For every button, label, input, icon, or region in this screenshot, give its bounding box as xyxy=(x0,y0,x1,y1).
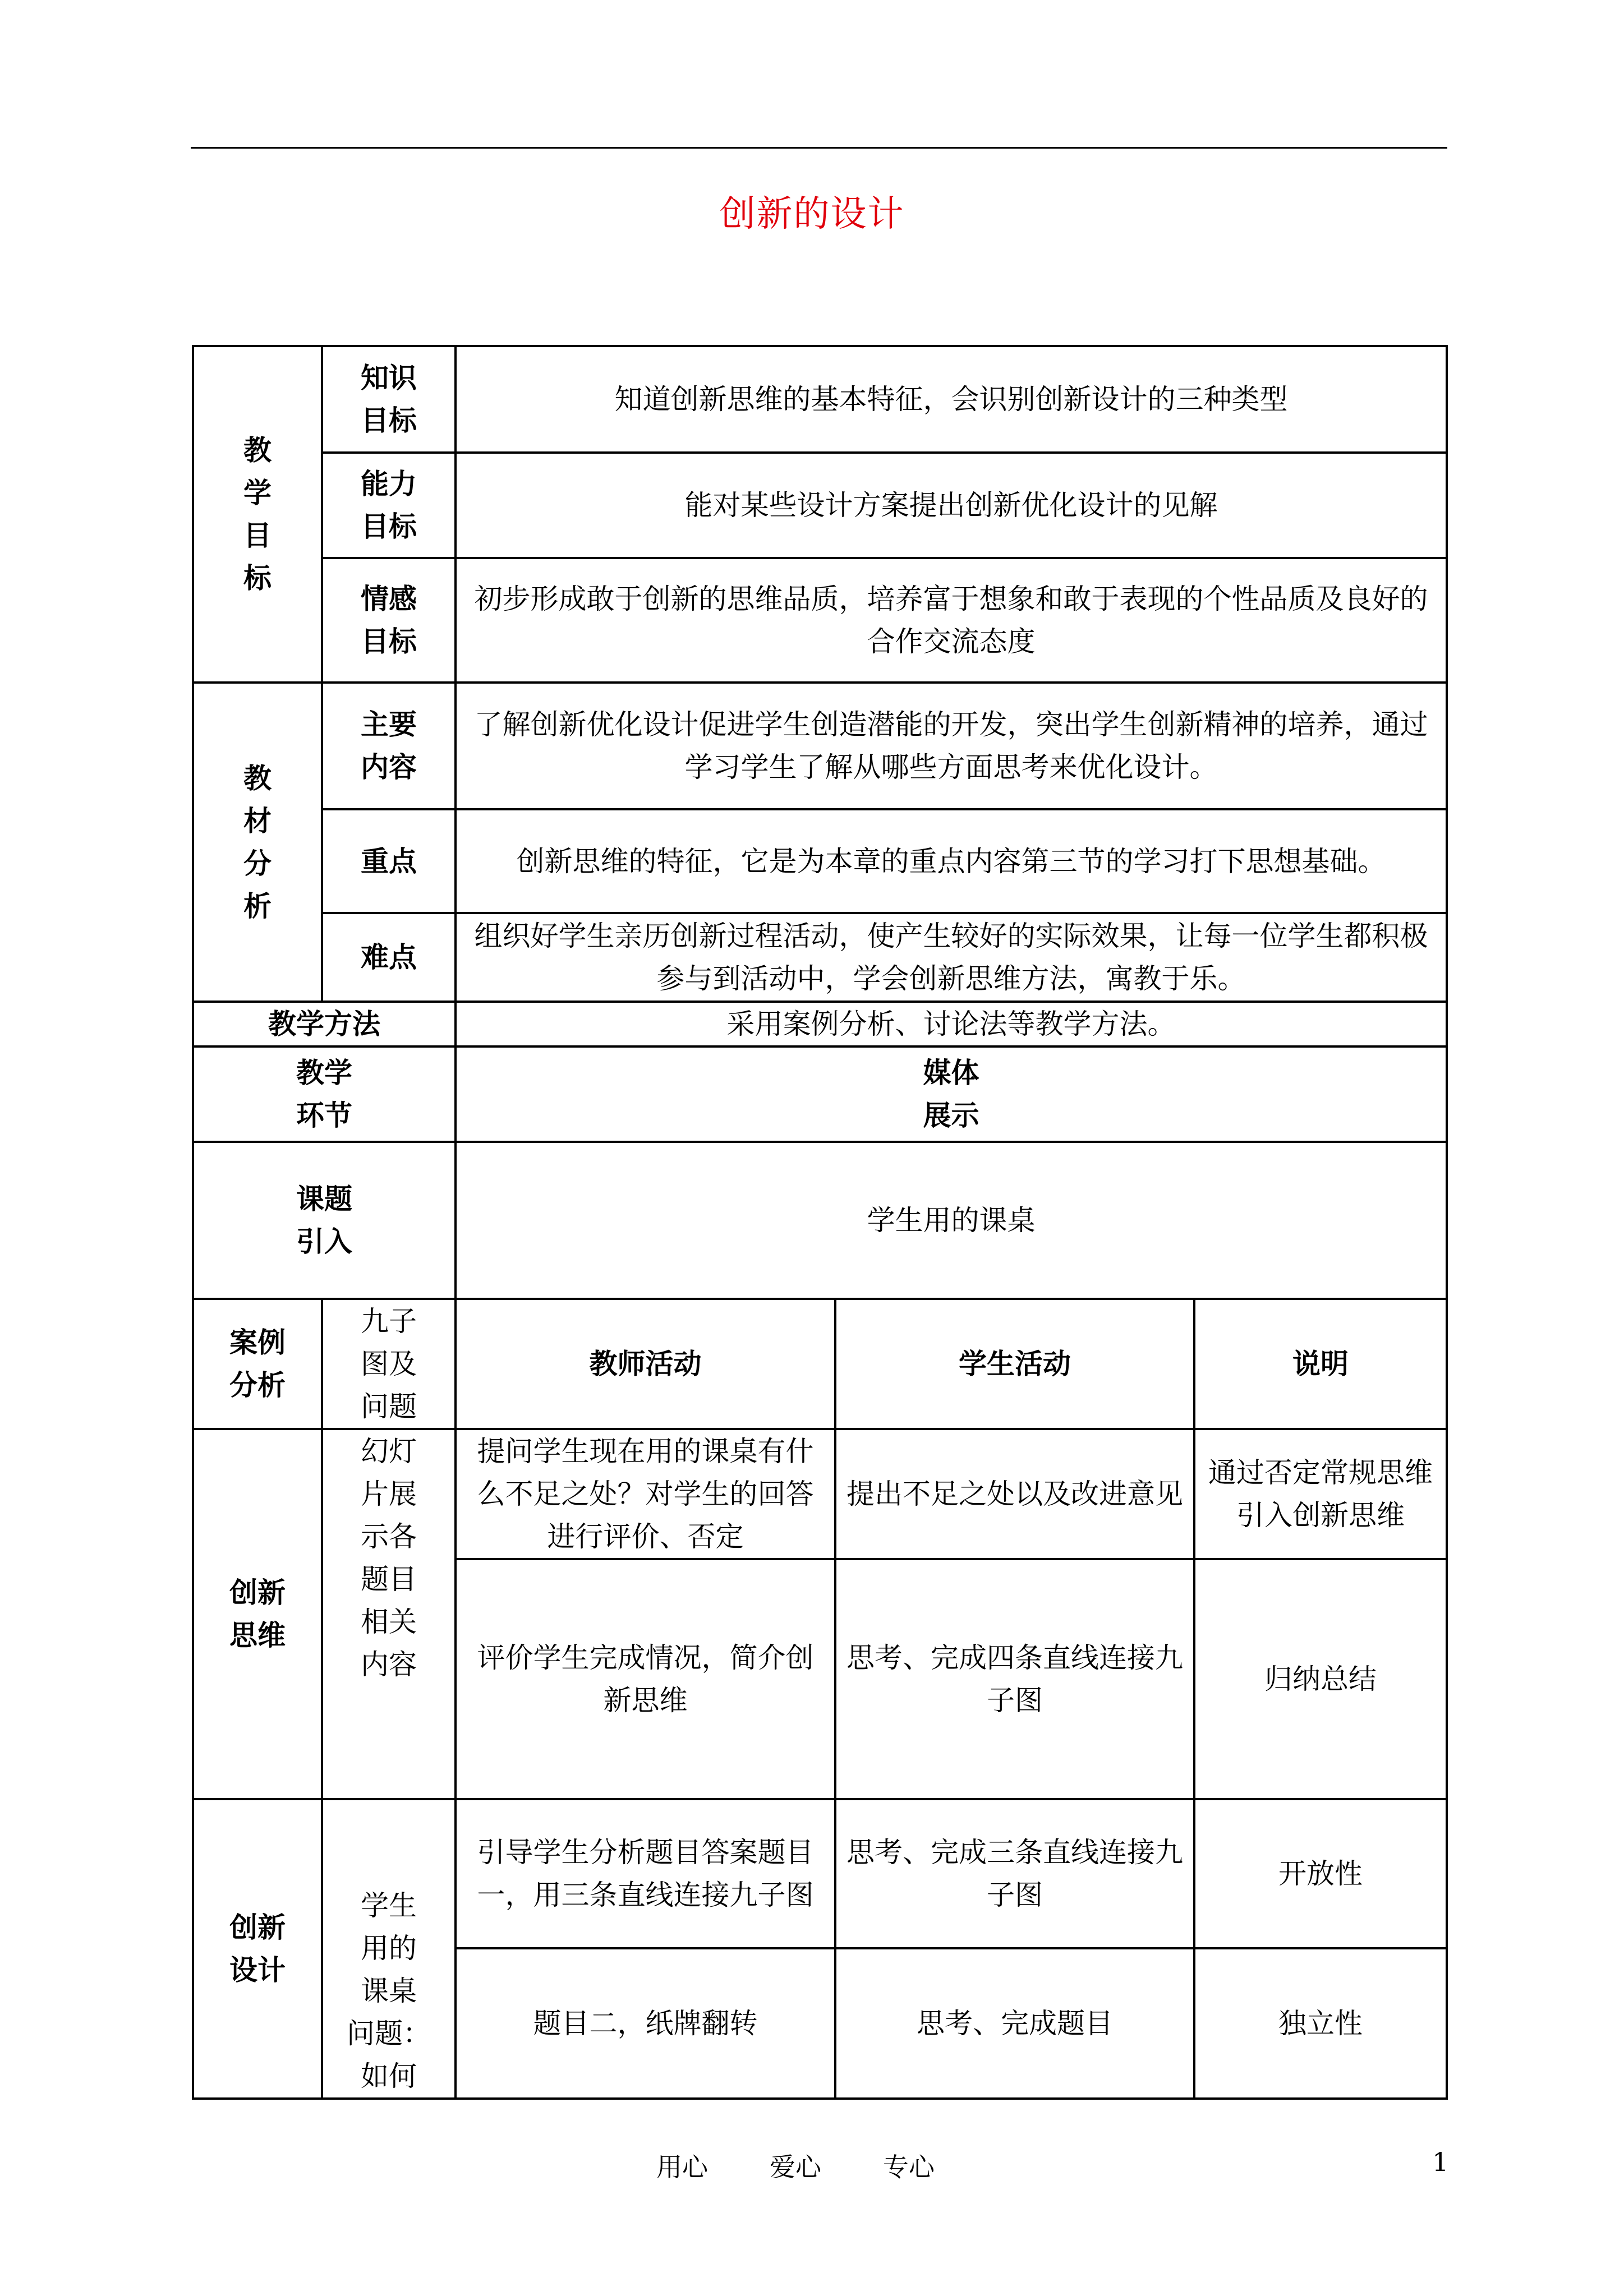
thinking-label: 创新 思维 xyxy=(193,1429,322,1799)
emotion-goal-text: 初步形成敢于创新的思维品质，培养富于想象和敢于表现的个性品质及良好的合作交流态度 xyxy=(456,558,1447,683)
table-row-cell: 思考、完成三条直线连接九子图 xyxy=(835,1799,1194,1948)
key-point-label: 重点 xyxy=(322,809,456,913)
material-header: 教 材 分 析 xyxy=(193,683,322,1002)
main-content-label: 主要 内容 xyxy=(322,683,456,809)
ability-goal-text: 能对某些设计方案提出创新优化设计的见解 xyxy=(456,453,1447,558)
student-activity-header: 学生活动 xyxy=(835,1299,1194,1429)
footer-motto: 用心 爱心 专心 xyxy=(656,2152,935,2182)
design-sub-label: 学生 用的 课桌 问题： 如何 xyxy=(322,1799,456,2099)
main-content-text: 了解创新优化设计促进学生创造潜能的开发，突出学生创新精神的培养，通过学习学生了解从哪些方面思考来优化设计。 xyxy=(456,683,1447,809)
thinking-sub-label: 幻灯 片展 示各 题目 相关 内容 xyxy=(322,1429,456,1799)
table-row-cell: 独立性 xyxy=(1194,1948,1447,2099)
media-label: 媒体 展示 xyxy=(456,1046,1447,1142)
table-row-cell: 题目二，纸牌翻转 xyxy=(456,1948,835,2099)
lesson-plan-table xyxy=(192,345,1448,2100)
stage-label: 教学 环节 xyxy=(193,1046,456,1142)
method-label: 教学方法 xyxy=(193,1002,456,1046)
knowledge-goal-label: 知识 目标 xyxy=(322,346,456,453)
table-row-cell: 思考、完成四条直线连接九子图 xyxy=(835,1559,1194,1799)
difficulty-label: 难点 xyxy=(322,913,456,1002)
table-row-cell: 提问学生现在用的课桌有什么不足之处？对学生的回答进行评价、否定 xyxy=(456,1429,835,1559)
ability-goal-label: 能力 目标 xyxy=(322,453,456,558)
page-title: 创新的设计 xyxy=(719,193,905,235)
design-label: 创新 设计 xyxy=(193,1799,322,2099)
table-row-cell: 评价学生完成情况，简介创新思维 xyxy=(456,1559,835,1799)
difficulty-text: 组织好学生亲历创新过程活动，使产生较好的实际效果，让每一位学生都积极参与到活动中，学会创新思维方法，寓教于乐。 xyxy=(456,913,1447,1002)
case-label: 案例 分析 xyxy=(193,1299,322,1429)
intro-label: 课题 引入 xyxy=(193,1142,456,1299)
table-row-cell: 通过否定常规思维引入创新思维 xyxy=(1194,1429,1447,1559)
page-number: 1 xyxy=(1432,2147,1449,2177)
teacher-activity-header: 教师活动 xyxy=(456,1299,835,1429)
table-row-cell: 开放性 xyxy=(1194,1799,1447,1948)
table-row-cell: 引导学生分析题目答案题目一，用三条直线连接九子图 xyxy=(456,1799,835,1948)
method-text: 采用案例分析、讨论法等教学方法。 xyxy=(456,1002,1447,1046)
case-sub-label: 九子 图及 问题 xyxy=(322,1299,456,1429)
knowledge-goal-text: 知道创新思维的基本特征，会识别创新设计的三种类型 xyxy=(456,346,1447,453)
note-header: 说明 xyxy=(1194,1299,1447,1429)
header-rule xyxy=(191,147,1447,149)
intro-text: 学生用的课桌 xyxy=(456,1142,1447,1299)
table-row-cell: 归纳总结 xyxy=(1194,1559,1447,1799)
goals-header: 教 学 目 标 xyxy=(193,346,322,683)
key-point-text: 创新思维的特征，它是为本章的重点内容第三节的学习打下思想基础。 xyxy=(456,809,1447,913)
table-row-cell: 提出不足之处以及改进意见 xyxy=(835,1429,1194,1559)
emotion-goal-label: 情感 目标 xyxy=(322,558,456,683)
table-row-cell: 思考、完成题目 xyxy=(835,1948,1194,2099)
